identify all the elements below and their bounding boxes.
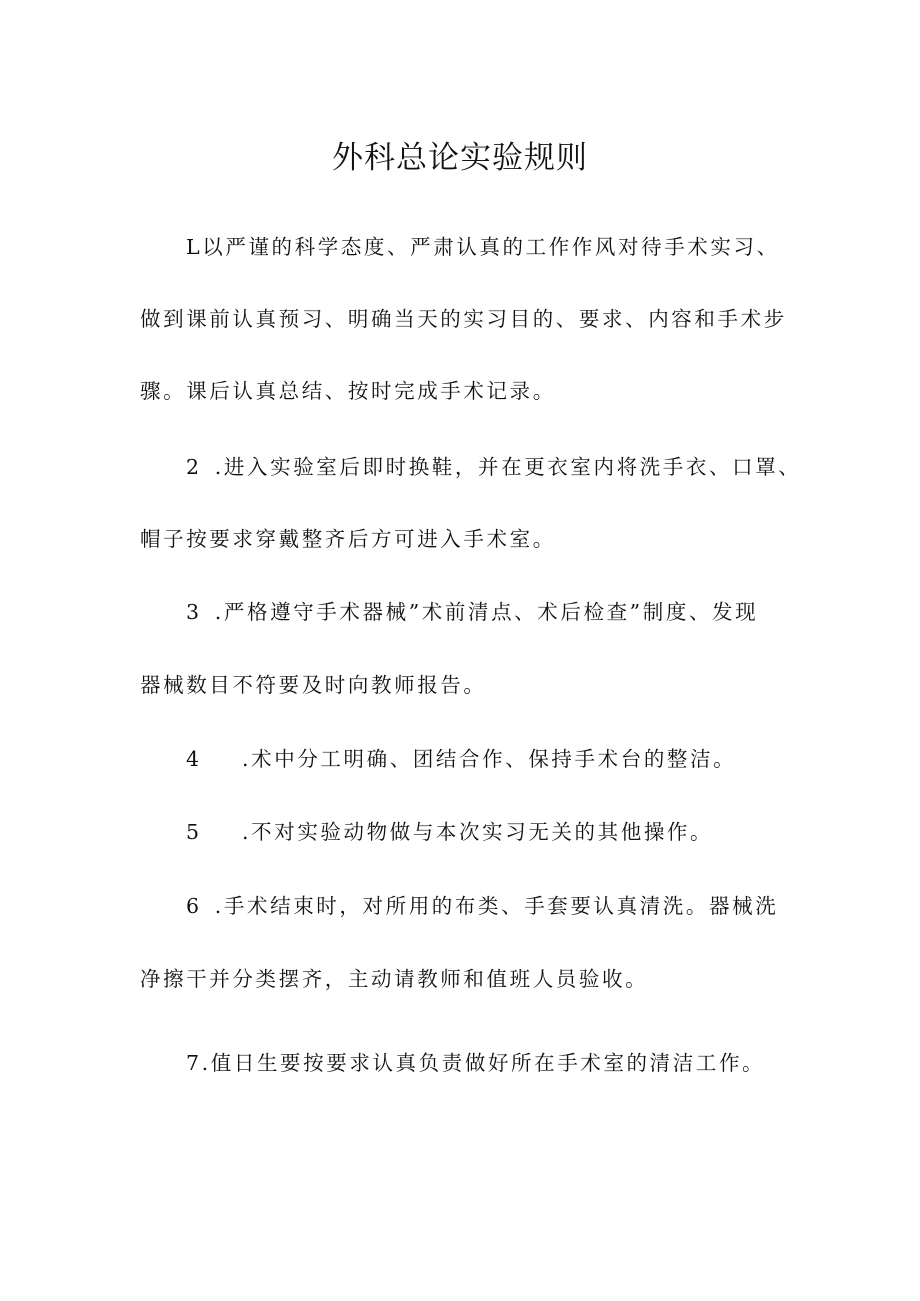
rule-6-text: .手术结束时，对所用的布类、手套要认真清洗。器械洗	[214, 894, 779, 918]
page-title: 外科总论实验规则	[332, 140, 588, 176]
rule-4-line-1	[186, 744, 846, 774]
rule-6-line-2: 净擦干并分类摆齐，主动请教师和值班人员验收。	[140, 967, 649, 991]
rule-5-number: 5	[186, 820, 202, 844]
rule-2-number: 2	[186, 455, 202, 479]
rule-6-line-1	[186, 891, 846, 921]
rule-1-line-2: 做到课前认真预习、明确当天的实习目的、要求、内容和手术步	[140, 307, 787, 331]
rule-3-number: 3	[186, 600, 202, 624]
rule-4-text: .术中分工明确、团结合作、保持手术台的整洁。	[242, 747, 737, 771]
rule-4-number: 4	[186, 747, 202, 771]
rule-1-line-1: L以严谨的科学态度、严肃认真的工作作风对待手术实习、	[186, 235, 780, 259]
rule-2-line-1	[186, 452, 846, 482]
rule-3-text: .严格遵守手术器械”术前清点、术后检查”制度、发现	[214, 600, 759, 624]
rule-2-line-2: 帽子按要求穿戴整齐后方可进入手术室。	[140, 527, 556, 551]
rule-2-text: .进入实验室后即时换鞋，并在更衣室内将洗手衣、口罩、	[214, 455, 802, 479]
rule-6-number: 6	[186, 894, 202, 918]
rule-3-line-1	[186, 597, 846, 627]
rule-7-line-1: 7.值日生要按要求认真负责做好所在手术室的清洁工作。	[186, 1051, 766, 1075]
rule-5-text: .不对实验动物做与本次实习无关的其他操作。	[242, 820, 714, 844]
rule-5-line-1	[186, 817, 846, 847]
rule-3-line-2: 器械数目不符要及时向教师报告。	[140, 673, 487, 697]
rule-1-line-3: 骤。课后认真总结、按时完成手术记录。	[140, 379, 556, 403]
